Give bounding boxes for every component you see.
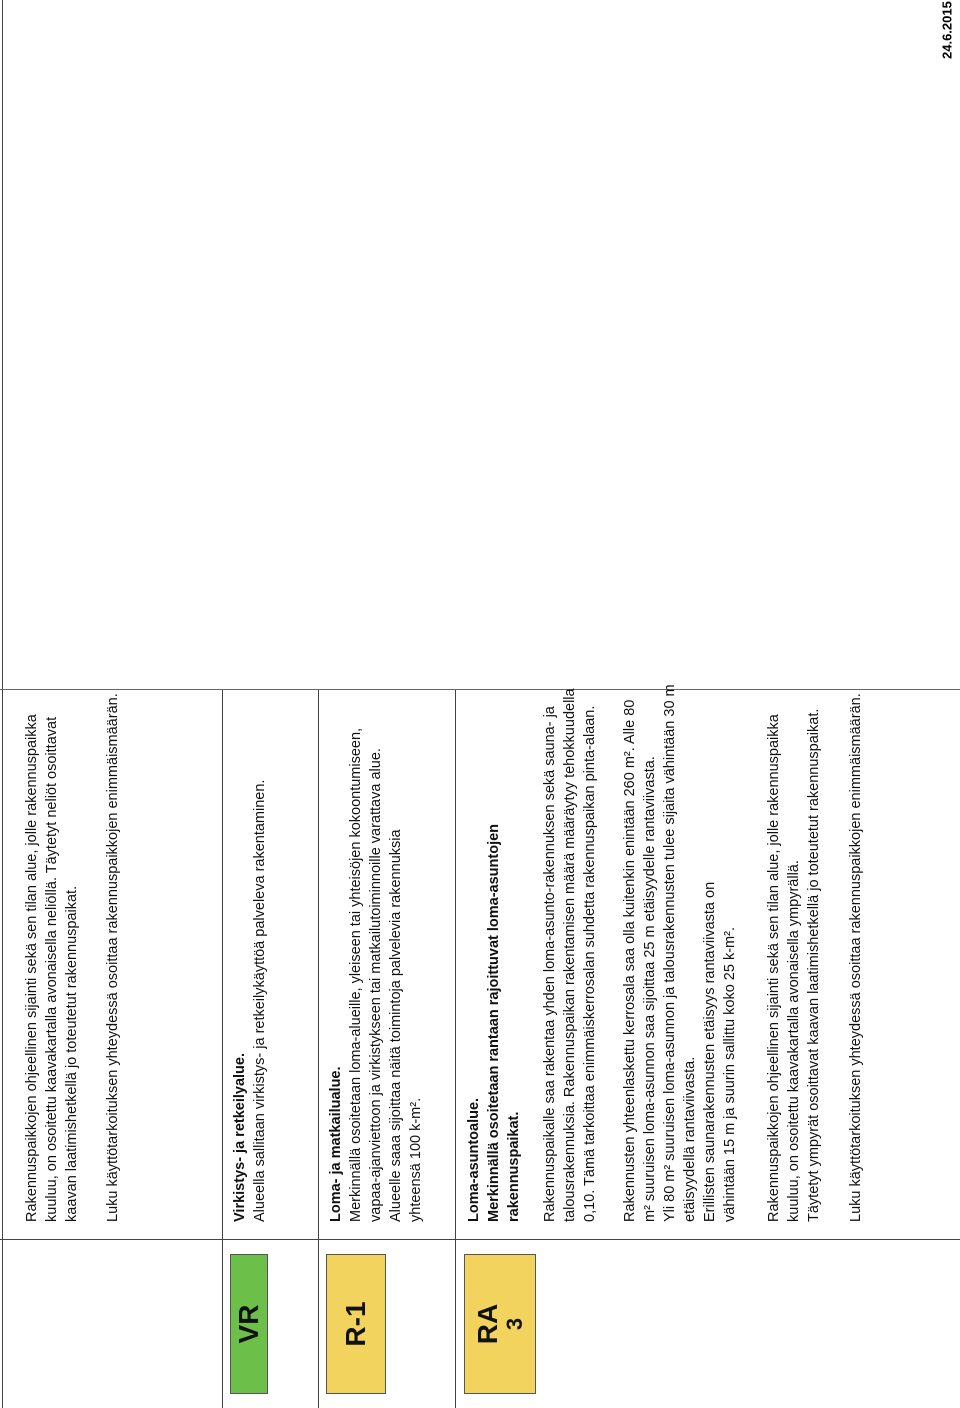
ra-p2-line-3: Yli 80 m² suuruisen loma-asunnon ja talousrakennusten tulee sijaita vähintään 30 m	[662, 684, 678, 1222]
ra-p3-line-3: Täytetyt ympyrät osoittavat kaavan laatimishetkellä jo toteutetut rakennuspaikat.	[806, 708, 822, 1222]
ra-p2-line-1: Rakennusten yhteenlaskettu kerrosala saa olla kuitenkin enintään 260 m². Alle 80	[622, 699, 638, 1222]
r1-line-2: vapaa-ajanviettoon ja virkistykseen tai matkailutoiminnoille varattava alue.	[368, 748, 384, 1222]
table-right-border-lower	[0, 689, 960, 690]
ra-p2-line-2: m² suuruisen loma-asunnon saa sijoittaa 25 m etäisyydelle rantaviivasta.	[642, 756, 658, 1222]
row-separator-r1	[318, 690, 319, 1408]
r1-badge	[326, 1254, 386, 1394]
ra-p2-line-6: vähintään 15 m ja suurin sallittu koko 25 k-m².	[722, 927, 738, 1222]
intro-note: Luku käyttötarkoituksen yhteydessä osoittaa rakennuspaikkojen enimmäismäärän.	[105, 693, 121, 1222]
r1-line-4: yhteensä 100 k-m².	[408, 1097, 424, 1222]
intro-line-1: Rakennuspaikkojen ohjeellinen sijainti sekä sen tilan alue, jolle rakennuspaikka	[24, 714, 40, 1222]
ra-p3-line-1: Rakennuspaikkojen ohjeellinen sijainti sekä sen tilan alue, jolle rakennuspaikka	[766, 714, 782, 1222]
ra-p3-line-2: kuuluu, on osoitettu kaavakartalla avonaisella ympyrällä.	[786, 860, 802, 1222]
vr-title: Virkistys- ja retkeilyalue.	[232, 1052, 248, 1222]
ra-subtitle-line-2: rakennuspaikat.	[506, 1111, 522, 1222]
r1-code: R-1	[340, 1301, 371, 1347]
ra-p1-line-1: Rakennuspaikalle saa rakentaa yhden loma-asunto-rakennuksen sekä sauna- ja	[542, 706, 558, 1222]
ra-code-number: 3	[502, 1317, 527, 1331]
ra-p2-line-4: etäisyydellä rantaviivasta.	[682, 1056, 698, 1222]
row-separator-vr	[222, 690, 223, 1408]
intro-line-3: kaavan laatimishetkellä jo toteutetut rakennuspaikat.	[64, 885, 80, 1222]
vr-badge	[230, 1254, 268, 1394]
vr-code: VR	[233, 1304, 264, 1344]
ra-p2-line-5: Erillisten saunarakennusten etäisyys rantaviivasta on	[702, 881, 718, 1222]
ra-note: Luku käyttötarkoituksen yhteydessä osoittaa rakennuspaikkojen enimmäismäärän.	[848, 693, 864, 1222]
r1-line-3: Alueelle saaa sijoittaa näitä toimintoja palvelevia rakennuksia	[388, 829, 404, 1222]
ra-p1-line-3: 0,10. Tämä tarkoittaa enimmäiskerrosalan suhdetta rakennuspaikan pinta-alaan.	[582, 705, 598, 1222]
r1-title: Loma- ja matkailualue.	[328, 1066, 344, 1222]
ra-subtitle-line-1: Merkinnällä osoitetaan rantaan rajoittuvat loma-asuntojen	[486, 823, 502, 1222]
column-divider	[0, 1239, 960, 1240]
r1-line-1: Merkinnällä osoitetaan loma-alueille, yleiseen tai yhteisöjen kokoontumiseen,	[348, 727, 364, 1222]
ra-p1-line-2: talousrakennuksia. Rakennuspaikan rakentamisen määrä määräytyy tehokkuudella	[562, 688, 578, 1222]
ra-title: Loma-asuntoalue.	[466, 1097, 482, 1222]
page-date: 24.6.2015	[939, 1, 955, 59]
table-top-border	[2, 0, 3, 1408]
row-separator-ra	[455, 690, 456, 1408]
ra-code: RA	[472, 1303, 503, 1345]
vr-text: Alueella sallitaan virkistys- ja retkeilykäyttöä palveleva rakentaminen.	[252, 779, 268, 1222]
intro-line-2: kuuluu, on osoitettu kaavakartalla avonaisella neliöllä. Täytetyt neliöt osoittavat	[44, 716, 60, 1222]
ra-badge	[464, 1254, 536, 1394]
